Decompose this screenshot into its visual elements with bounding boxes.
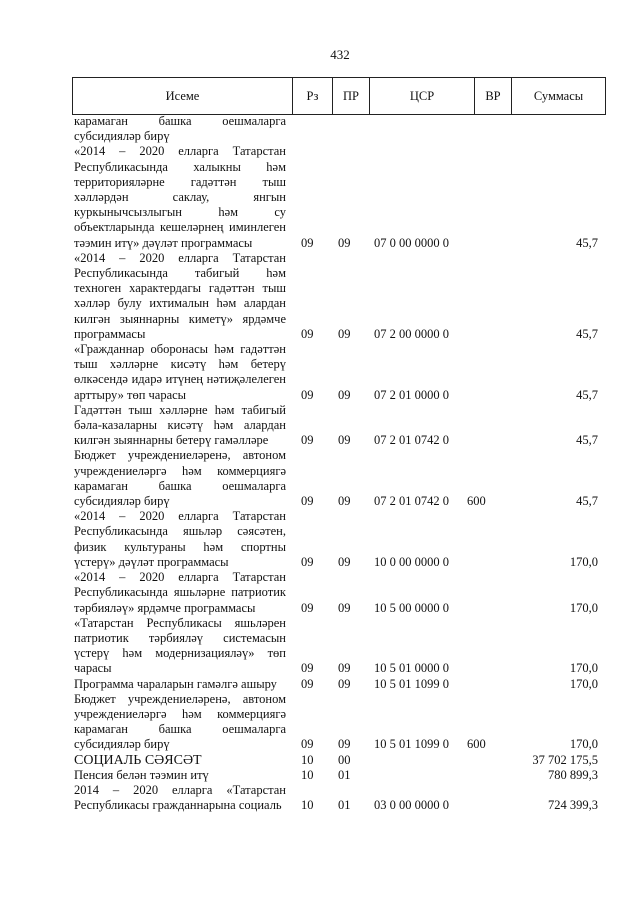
header-csr: ЦСР — [370, 78, 475, 114]
row-rz: 09 — [301, 433, 314, 448]
row-sum: 780 899,3 — [548, 767, 598, 782]
table-row — [0, 768, 640, 783]
row-sum: 45,7 — [576, 433, 598, 448]
page-number: 432 — [330, 47, 350, 62]
row-pr: 09 — [338, 661, 351, 676]
header-rz: Рз — [293, 78, 333, 114]
row-rz: 09 — [301, 676, 314, 691]
row-sum: 170,0 — [569, 554, 598, 569]
row-sum: 45,7 — [576, 326, 598, 341]
row-name: СОЦИАЛЬ СӘЯСӘТ — [74, 752, 202, 768]
row-sum: 170,0 — [569, 600, 598, 615]
row-csr: 10 5 01 1099 0 — [374, 737, 449, 752]
row-name: «2014 – 2020 елларга Татарстан Республикасында халыкны һәм территорияләрне гадәттән тыш хәлләрдән саклау, янгын куркынычсызлыгын һәм су объектларында кешеләрнең иминлеген тәэмин итү» дәүләт программасы — [74, 144, 286, 250]
row-rz: 09 — [301, 326, 314, 341]
row-vr: 600 — [467, 494, 486, 509]
row-name: «Татарстан Республикасы яшьләрен патриотик тәрбияләү системасын үстерү һәм модернизацияләү» төп чарасы — [74, 615, 286, 676]
row-pr: 09 — [338, 433, 351, 448]
row-pr: 09 — [338, 494, 351, 509]
table-row — [0, 251, 640, 342]
table-row — [0, 692, 640, 753]
row-rz: 10 — [301, 767, 314, 782]
row-name: 2014 – 2020 елларга «Татарстан Республикасы гражданнарына социаль — [74, 782, 286, 813]
table-row — [0, 448, 640, 509]
row-rz: 09 — [301, 235, 314, 250]
row-name: «2014 – 2020 елларга Татарстан Республикасында яшьләрне патриотик тәрбияләү» ярдәмче программасы — [74, 570, 286, 615]
row-csr: 07 2 01 0742 0 — [374, 433, 449, 448]
row-csr: 10 5 01 1099 0 — [374, 676, 449, 691]
row-sum: 170,0 — [569, 737, 598, 752]
row-pr: 01 — [338, 767, 351, 782]
table-row — [0, 753, 640, 768]
row-rz: 09 — [301, 737, 314, 752]
table-body — [0, 114, 640, 813]
row-rz: 09 — [301, 387, 314, 402]
row-name: карамаган башка оешмаларга субсидияләр бирү — [74, 114, 286, 144]
table-row — [0, 570, 640, 616]
row-rz: 10 — [301, 752, 314, 767]
header-pr: ПР — [333, 78, 370, 114]
row-vr: 600 — [467, 737, 486, 752]
row-csr: 07 2 01 0742 0 — [374, 494, 449, 509]
row-rz: 09 — [301, 600, 314, 615]
row-pr: 09 — [338, 235, 351, 250]
row-sum: 724 399,3 — [548, 798, 598, 813]
row-rz: 10 — [301, 798, 314, 813]
row-csr: 07 0 00 0000 0 — [374, 235, 449, 250]
row-csr: 10 5 01 0000 0 — [374, 661, 449, 676]
row-rz: 09 — [301, 661, 314, 676]
row-name: Бюджет учреждениеләренә, автоном учреждениеләргә һәм коммерциягә карамаган башка оешмаларга субсидияләр бирү — [74, 691, 286, 752]
row-name: «2014 – 2020 елларга Татарстан Республикасында табигый һәм техноген характердагы гадәттән тыш хәлләр булу ихтималын һәм алардан килгән зыяннарны киметү» ярдәмче программасы — [74, 250, 286, 341]
table-row — [0, 509, 640, 570]
row-pr: 09 — [338, 600, 351, 615]
row-csr: 10 0 00 0000 0 — [374, 554, 449, 569]
row-name: Гадәттән тыш хәлләрне һәм табигый бәла-казаларны кисәтү һәм алардан килгән зыяннарны бетерү гамәлләре — [74, 402, 286, 448]
row-sum: 170,0 — [569, 676, 598, 691]
table-row — [0, 616, 640, 677]
row-name: Бюджет учреждениеләренә, автоном учреждениеләргә һәм коммерциягә карамаган башка оешмаларга субсидияләр бирү — [74, 448, 286, 509]
row-pr: 09 — [338, 737, 351, 752]
row-csr: 03 0 00 0000 0 — [374, 798, 449, 813]
row-rz: 09 — [301, 554, 314, 569]
table-row — [0, 677, 640, 692]
row-pr: 09 — [338, 326, 351, 341]
row-pr: 09 — [338, 676, 351, 691]
row-sum: 45,7 — [576, 235, 598, 250]
row-pr: 09 — [338, 554, 351, 569]
table-row — [0, 783, 640, 813]
table-row — [0, 403, 640, 449]
row-sum: 45,7 — [576, 387, 598, 402]
row-csr: 07 2 00 0000 0 — [374, 326, 449, 341]
row-sum: 37 702 175,5 — [532, 752, 598, 767]
header-sum: Суммасы — [533, 88, 584, 103]
table-header — [72, 77, 606, 115]
row-pr: 09 — [338, 387, 351, 402]
table-row — [0, 114, 640, 144]
row-sum: 45,7 — [576, 494, 598, 509]
row-csr: 07 2 01 0000 0 — [374, 387, 449, 402]
table-row — [0, 342, 640, 403]
row-rz: 09 — [301, 494, 314, 509]
table-row — [0, 144, 640, 250]
row-sum: 170,0 — [569, 661, 598, 676]
row-name: «Гражданнар оборонасы һәм гадәттән тыш хәлләрне кисәтү һәм бетерү өлкәсендә идарә итүнең нәтиҗәлелеген арттыру» төп чарасы — [74, 342, 286, 402]
row-csr: 10 5 00 0000 0 — [374, 600, 449, 615]
row-pr: 01 — [338, 798, 351, 813]
row-pr: 00 — [338, 752, 351, 767]
row-name: Программа чараларын гамәлгә ашыру — [74, 676, 277, 691]
header-vr: ВР — [475, 78, 512, 114]
header-name: Исеме — [73, 78, 293, 114]
row-name: «2014 – 2020 елларга Татарстан Республикасында яшьләр сәясәтен, физик культураны һәм спортны үстерү» дәүләт программасы — [74, 509, 286, 569]
row-name: Пенсия белән тәэмин итү — [74, 767, 209, 782]
